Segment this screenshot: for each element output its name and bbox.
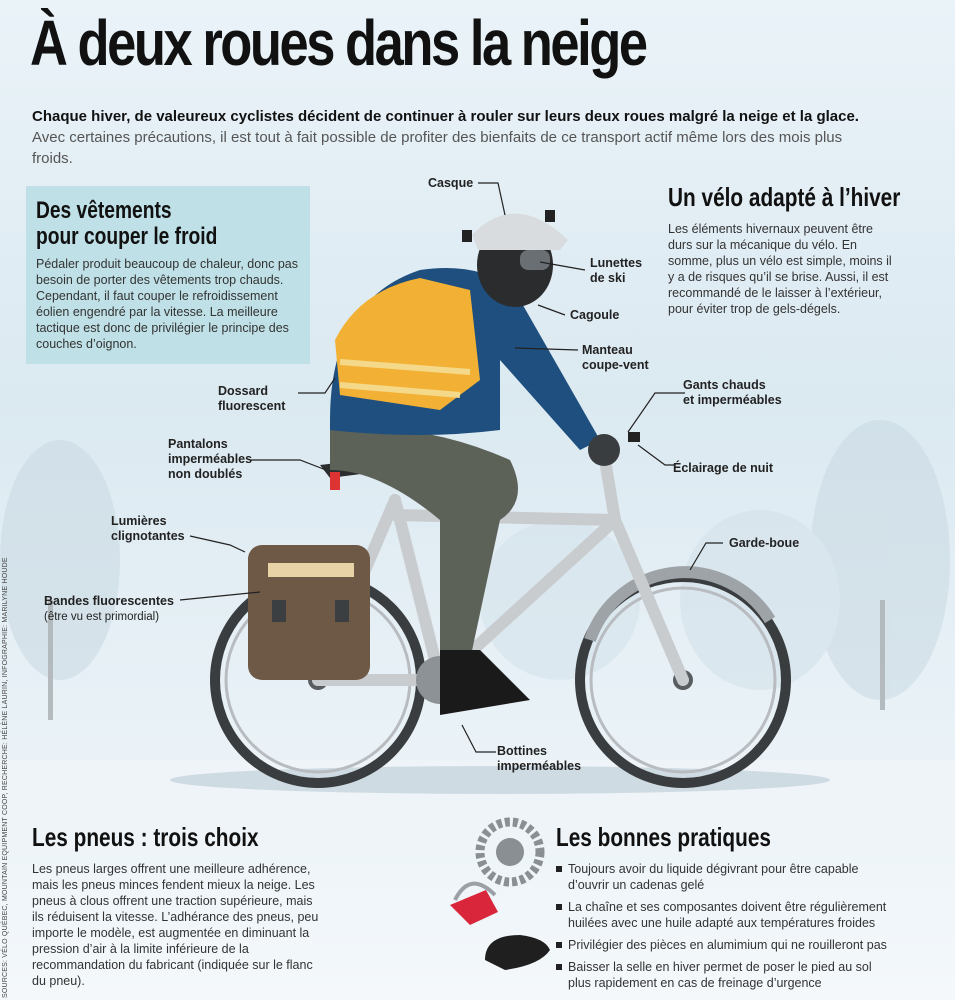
label-gants-line1: Gants chauds xyxy=(683,378,766,392)
label-lumieres-line2: clignotantes xyxy=(111,529,185,543)
label-manteau-line2: coupe-vent xyxy=(582,358,649,372)
practice-item: Baisser la selle en hiver permet de poser le pied au sol plus rapidement en cas de freinage d’urgence xyxy=(556,959,896,991)
intro-rest: Avec certaines précautions, il est tout à fait possible de profiter des bienfaits de ce transport actif même lors des mois plus froids. xyxy=(32,129,843,167)
rear-light xyxy=(330,472,340,490)
label-bandes xyxy=(44,594,174,625)
label-dossard-line1: Dossard xyxy=(218,384,269,398)
practices-section xyxy=(556,822,896,997)
page-title: À deux roues dans la neige xyxy=(30,7,646,79)
label-eclairage: Éclairage de nuit xyxy=(673,461,774,475)
clothing-title-line1: Des vêtements xyxy=(36,197,172,224)
practice-item: La chaîne et ses composantes doivent être régulièrement huilées avec une huile adapté aux températures froides xyxy=(556,899,896,931)
tires-title: Les pneus : trois choix xyxy=(32,822,259,852)
bike-text: Les éléments hivernaux peuvent être durs sur la mécanique du vélo. En somme, plus un vélo est simple, moins il y a de risques qu’il se brise. Aussi, il est recommandé de le laisser à l’extérieur, pour éviter trop de gels-dégels. xyxy=(668,222,892,316)
clothing-text: Pédaler produit beaucoup de chaleur, donc pas besoin de porter des vêtements trop chauds. Cependant, il faut couper le refroidissement éolien engendré par la vitesse. La meilleure tactique est donc de privilégier le principe des couches d’oignon. xyxy=(36,257,298,351)
label-casque: Casque xyxy=(428,176,474,190)
label-lumieres xyxy=(111,514,185,544)
label-bandes-line2: (être vu est primordial) xyxy=(44,611,160,623)
clothing-title xyxy=(36,198,276,250)
intro-paragraph xyxy=(32,106,882,169)
label-gants-line2: et imperméables xyxy=(683,393,782,407)
label-pantalons xyxy=(168,437,252,482)
practices-list xyxy=(556,861,896,991)
practice-item: Privilégier des pièces en alumimium qui ne rouilleront pas xyxy=(556,937,896,953)
label-lumieres-line1: Lumières xyxy=(111,514,167,528)
saddle-icon xyxy=(485,935,550,970)
label-cagoule: Cagoule xyxy=(570,308,620,322)
pannier-bag xyxy=(248,545,370,680)
label-pantalons-line2: imperméables xyxy=(168,452,253,466)
label-bottines xyxy=(497,744,581,774)
front-light xyxy=(628,432,640,442)
label-lunettes xyxy=(590,256,642,286)
label-bandes-line1: Bandes fluorescentes xyxy=(44,594,174,608)
label-pantalons-line1: Pantalons xyxy=(168,437,228,451)
clothing-box xyxy=(26,186,310,364)
source-credit: SOURCES: VÉLO QUÉBEC, MOUNTAIN EQUIPMENT COOP, RECHERCHE: HÉLÈNE LAURIN, INFOGRAPHIE: MARILYNE HOUDE xyxy=(2,557,9,998)
bike-title: Un vélo adapté à l’hiver xyxy=(668,182,901,212)
practice-item: Toujours avoir du liquide dégivrant pour être capable d’ouvrir un cadenas gelé xyxy=(556,861,896,893)
bike-block xyxy=(668,182,901,317)
label-garde-boue: Garde-boue xyxy=(729,536,800,550)
label-gants xyxy=(683,378,782,408)
label-dossard-line2: fluorescent xyxy=(218,399,286,413)
u-lock-icon xyxy=(450,884,498,925)
label-manteau-line1: Manteau xyxy=(582,343,633,357)
tires-section xyxy=(32,822,322,989)
practices-title: Les bonnes pratiques xyxy=(556,822,771,852)
ski-goggles xyxy=(520,250,550,270)
intro-bold: Chaque hiver, de valeureux cyclistes décident de continuer à rouler sur leurs deux roues malgré la neige et la glace. xyxy=(32,108,859,125)
label-bottines-line2: imperméables xyxy=(497,759,582,773)
glove xyxy=(588,434,620,466)
label-lunettes-line2: de ski xyxy=(590,271,626,285)
label-bottines-line1: Bottines xyxy=(497,744,547,758)
label-manteau xyxy=(582,343,649,373)
clothing-title-line2: pour couper le froid xyxy=(36,223,218,250)
label-dossard xyxy=(218,384,285,414)
tires-text: Les pneus larges offrent une meilleure adhérence, mais les pneus minces fendent mieux la neige. Les pneus à clous offrent une traction supérieure, mais ils réduisent la vitesse. L’adhérance des pneus, peu importe le modèle, est augmentée en diminuant la pression d’air à la limite inférieure de la recommandation du fabricant (indiquée sur le flanc du pneu). xyxy=(32,862,319,988)
label-pantalons-line3: non doublés xyxy=(168,467,243,481)
cyclist-torso xyxy=(330,268,600,450)
label-lunettes-line1: Lunettes xyxy=(590,256,643,270)
